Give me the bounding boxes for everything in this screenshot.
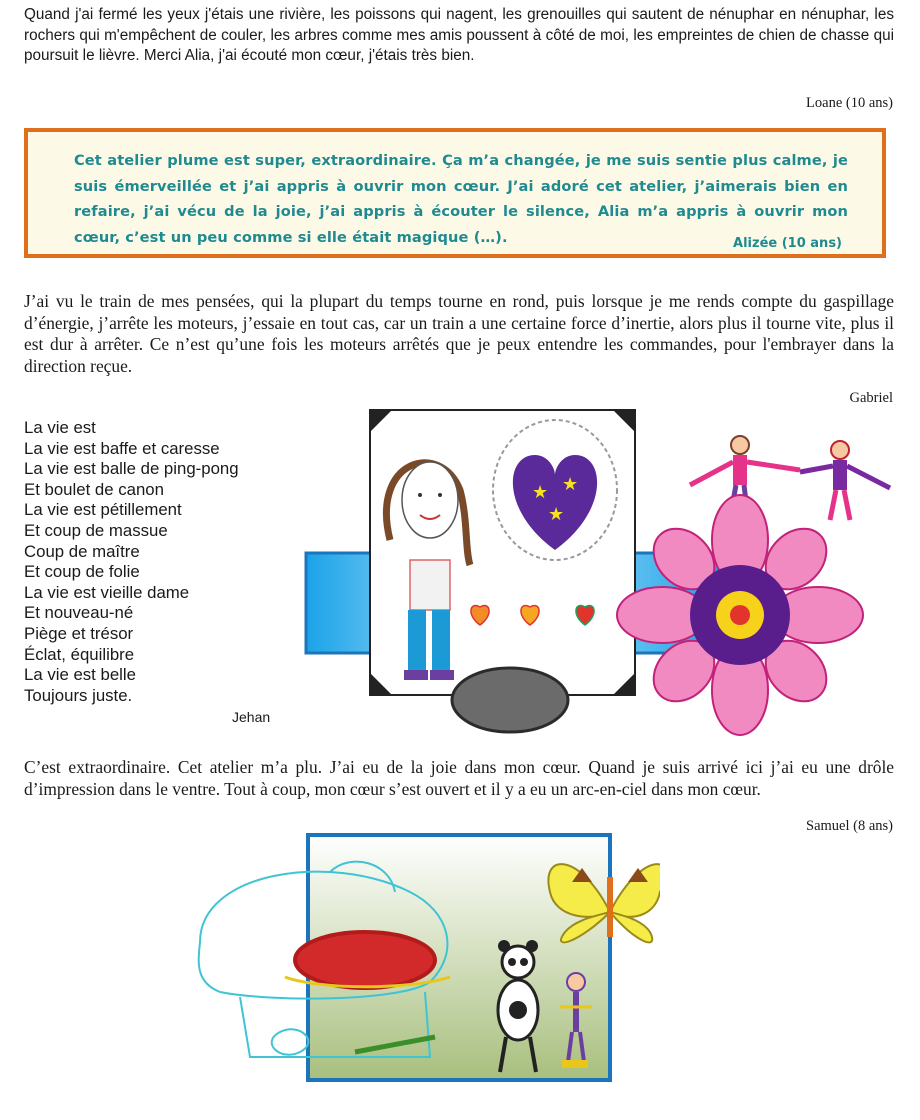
poem [24,418,314,706]
poem-line: Et nouveau-né [24,603,134,623]
poem-line: Et coup de folie [24,562,140,582]
grey-scribble-icon [452,668,568,732]
testimonial-gabriel-text: J’ai vu le train de mes pensées, qui la plupart du temps tourne en rond, puis lorsque je me rends compte du gaspillage d’énergie, j’arrête les moteurs, j’essaie en tout cas, car un train a une certaine force d’inertie, alors plus il tourne vite, plus il est dur à arrêter. Ce n’est qu’une fois les moteurs arrêtés que je peux entendre les commandes, pour l'embrayer dans la direction reçue. [24,291,894,376]
testimonial-loane-text: Quand j'ai fermé les yeux j'étais une rivière, les poissons qui nagent, les grenouilles qui sautent de nénuphar en nénuphar, les rochers qui m'empêchent de couler, les arbres comme mes amis poussent à côté de moi, les empreintes de chien de chasse qui poursuit le lièvre. Merci Alia, j'ai écouté mon cœur, j'étais très bien. [24,6,894,64]
poem-line: La vie est belle [24,665,136,685]
poem-line: Piège et trésor [24,623,134,643]
poem-line: La vie est pétillement [24,500,182,520]
svg-text:★: ★ [532,482,549,503]
testimonial-loane-author: Loane (10 ans) [806,95,893,111]
poem-line: La vie est vieille dame [24,582,190,602]
flower-drawing-icon [617,495,863,735]
poem-author: Jehan [232,709,271,725]
children-drawing-collage-2 [180,832,660,1087]
svg-text:★: ★ [548,504,565,525]
poem-line: Éclat, équilibre [24,644,135,664]
poem-line: Toujours juste. [24,685,133,705]
testimonial-samuel-author: Samuel (8 ans) [806,818,893,834]
poem-line: La vie est baffe et caresse [24,438,220,458]
testimonial-samuel-text: C’est extraordinaire. Cet atelier m’a plu. J’ai eu de la joie dans mon cœur. Quand je suis arrivé ici j’ai eu une drôle d’impression dans le ventre. Tout à coup, mon cœur s’est ouvert et il y a eu un arc-en-ciel dans mon cœur. [24,757,894,799]
children-drawing-collage [300,400,900,740]
testimonial-alizee-author: Alizée (10 ans) [733,236,842,251]
poem-line: Et boulet de canon [24,479,164,499]
testimonial-alizee-text: Cet atelier plume est super, extraordinaire. Ça m’a changée, je me suis sentie plus calme, je suis émerveillée et j’ai appris à ouvrir mon cœur. J’ai adoré cet atelier, j’aimerais bien en refaire, j’ai vécu de la joie, j’ai appris à écouter le silence, Alia m’a appris à ouvrir mon cœur, c’est un peu comme si elle était magique (…). [74,152,848,246]
poem-line: La vie est [24,418,96,437]
red-scribble-icon [295,932,435,988]
svg-text:★: ★ [562,474,579,495]
poem-line: Coup de maître [24,541,140,561]
highlight-quote-box [24,128,886,258]
testimonial-gabriel-author: Gabriel [849,390,893,406]
poem-line: La vie est balle de ping-pong [24,459,239,479]
thought-bubble-heart-icon [493,420,617,560]
poem-line: Et coup de massue [24,520,168,540]
